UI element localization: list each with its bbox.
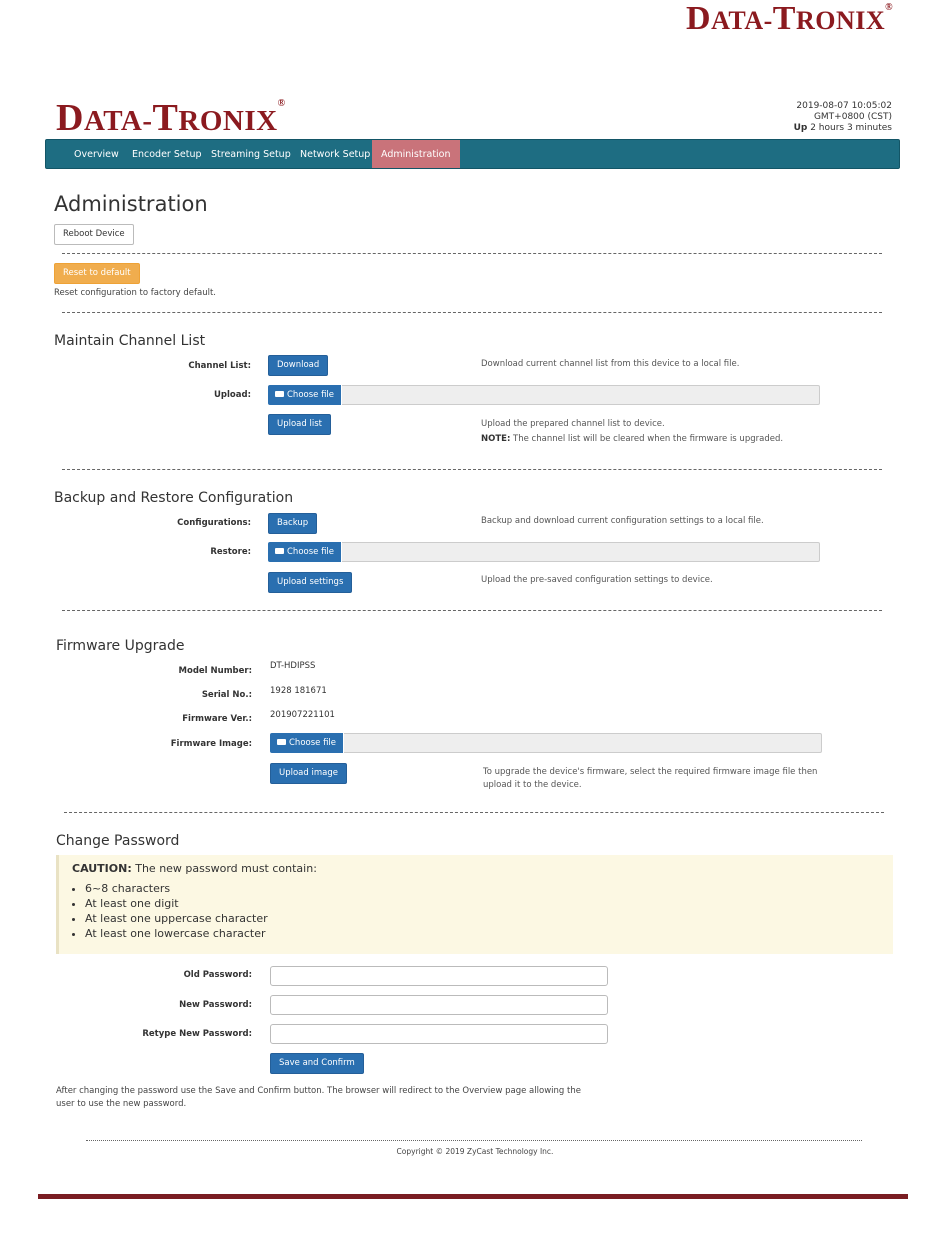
serial-number-label: Serial No.:: [201, 690, 252, 700]
upload-image-button[interactable]: Upload image: [270, 763, 347, 784]
section-title-backup: Backup and Restore Configuration: [54, 490, 294, 506]
divider: [62, 312, 882, 313]
retype-password-label: Retype New Password:: [142, 1029, 252, 1039]
file-name-field[interactable]: [342, 542, 820, 562]
new-password-label: New Password:: [179, 1000, 252, 1010]
backup-button[interactable]: Backup: [268, 513, 317, 534]
password-caution-box: [56, 855, 893, 954]
page-title: Administration: [54, 192, 208, 216]
section-title-change-password: Change Password: [56, 833, 180, 849]
upload-settings-button[interactable]: Upload settings: [268, 572, 352, 593]
caution-heading: CAUTION: The new password must contain:: [72, 862, 317, 875]
page-bottom-bar: [38, 1194, 908, 1199]
new-password-input[interactable]: [270, 995, 608, 1015]
status-datetime: 2019-08-07 10:05:02: [796, 101, 892, 111]
nav-streaming-setup[interactable]: Streaming Setup: [211, 149, 291, 160]
old-password-label: Old Password:: [183, 970, 252, 980]
reset-to-default-button[interactable]: Reset to default: [54, 263, 140, 284]
nav-overview[interactable]: Overview: [74, 149, 119, 160]
list-item: • At least one lowercase character: [85, 926, 268, 941]
channel-list-note: NOTE: The channel list will be cleared when the firmware is upgraded.: [481, 434, 784, 444]
save-and-confirm-button[interactable]: Save and Confirm: [270, 1053, 364, 1074]
choose-file-button[interactable]: Choose file: [270, 733, 343, 753]
folder-icon: [275, 391, 284, 397]
divider: [62, 610, 882, 611]
footer-divider: [86, 1140, 862, 1141]
section-title-channel-list: Maintain Channel List: [54, 333, 206, 349]
list-item: • 6~8 characters: [85, 881, 268, 896]
backup-description: Backup and download current configuration settings to a local file.: [481, 516, 764, 526]
nav-network-setup[interactable]: Network Setup: [300, 149, 371, 160]
upload-list-description: Upload the prepared channel list to device.: [481, 419, 665, 429]
divider: [62, 469, 882, 470]
status-uptime: Up 2 hours 3 minutes: [793, 123, 892, 133]
firmware-image-label: Firmware Image:: [170, 739, 252, 749]
copyright: Copyright © 2019 ZyCast Technology Inc.: [396, 1147, 554, 1156]
status-timezone: GMT+0800 (CST): [813, 112, 892, 122]
file-name-field[interactable]: [344, 733, 822, 753]
model-number-label: Model Number:: [178, 666, 252, 676]
reboot-device-button[interactable]: Reboot Device: [54, 224, 134, 245]
list-item: • At least one digit: [85, 896, 268, 911]
upload-settings-description: Upload the pre-saved configuration settings to device.: [481, 575, 713, 585]
divider: [64, 812, 884, 813]
firmware-version-value: 201907221101: [270, 710, 335, 720]
retype-password-input[interactable]: [270, 1024, 608, 1044]
upload-label: Upload:: [214, 390, 251, 400]
model-number-value: DT-HDIPSS: [270, 661, 316, 671]
list-item: • At least one uppercase character: [85, 911, 268, 926]
folder-icon: [275, 548, 284, 554]
upload-list-button[interactable]: Upload list: [268, 414, 331, 435]
divider: [62, 253, 882, 254]
channel-list-file-input[interactable]: [268, 385, 820, 405]
password-after-note: After changing the password use the Save and Confirm button. The browser will redirect to the Overview page allowing the user to use the new password.: [56, 1086, 581, 1109]
file-name-field[interactable]: [342, 385, 820, 405]
device-logo: DATA-TRONIX®: [56, 97, 286, 139]
restore-file-input[interactable]: [268, 542, 820, 562]
firmware-image-file-input[interactable]: [270, 733, 822, 753]
configurations-label: Configurations:: [177, 518, 251, 528]
main-navbar: [45, 139, 900, 169]
download-description: Download current channel list from this device to a local file.: [481, 359, 740, 369]
restore-label: Restore:: [210, 547, 251, 557]
folder-icon: [277, 739, 286, 745]
nav-encoder-setup[interactable]: Encoder Setup: [132, 149, 202, 160]
firmware-version-label: Firmware Ver.:: [182, 714, 252, 724]
manual-logo: DATA-TRONIX®: [686, 0, 894, 37]
section-title-firmware: Firmware Upgrade: [56, 638, 185, 654]
choose-file-button[interactable]: Choose file: [268, 542, 341, 562]
channel-list-label: Channel List:: [188, 361, 251, 371]
download-channel-list-button[interactable]: Download: [268, 355, 328, 376]
device-status: [794, 101, 892, 134]
choose-file-button[interactable]: Choose file: [268, 385, 341, 405]
old-password-input[interactable]: [270, 966, 608, 986]
password-rules-list: [72, 881, 268, 941]
serial-number-value: 1928 181671: [270, 686, 327, 696]
reset-description: Reset configuration to factory default.: [54, 288, 217, 298]
upload-image-description: To upgrade the device's firmware, select the required firmware image file then upload it to the device.: [483, 767, 818, 790]
nav-administration[interactable]: Administration: [372, 140, 460, 168]
